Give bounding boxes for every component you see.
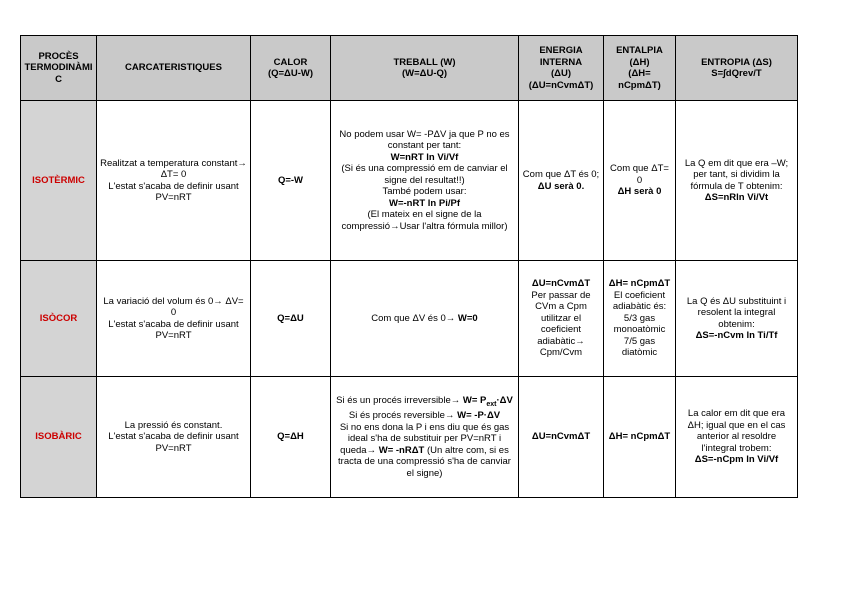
entropy-formula: ΔS=-nCpm ln Vi/Vf [694, 454, 779, 466]
work-formula: W= P [462, 394, 487, 406]
work-text: No podem usar W= -PΔV ja que P no es constant per tant: [339, 128, 510, 152]
header-enthalpy [604, 36, 676, 101]
work-text: També podem usar: [382, 186, 467, 198]
work-text: (Si és una compressió em de canviar el signe del resultat!!) [341, 163, 508, 186]
header-entropy-formula: S=∫dQrev/T [711, 68, 762, 79]
internal-energy-result: ΔU serà 0. [537, 180, 585, 192]
work-text: Si és un procés irreversible→ [336, 394, 461, 406]
enthalpy-cell [604, 101, 676, 261]
enthalpy-result: ΔH serà 0 [617, 186, 662, 198]
process-name: ISOTÈRMIC [21, 101, 97, 261]
characteristics-line: L'estat s'acaba de definir usant PV=nRT [108, 318, 239, 341]
enthalpy-cell: ΔH= nCpmΔT [604, 377, 676, 498]
process-name: ISÒCOR [21, 261, 97, 377]
entropy-text: La Q em dit que era –W; per tant, si dividim la fórmula de T obtenim: [684, 157, 789, 192]
internal-energy-formula: ΔU=nCvmΔT [531, 278, 591, 290]
header-internal-energy [519, 36, 604, 101]
enthalpy-text: Com que ΔT= 0 [610, 163, 669, 186]
internal-energy-cell [519, 101, 604, 261]
table-row-isochoric [21, 261, 798, 377]
work-text: Com que ΔV és 0→ [371, 312, 456, 324]
characteristics-line: La pressió és constant. [124, 419, 223, 431]
characteristics-line: Realitzat a temperatura constant→ ΔT= 0 [100, 157, 247, 180]
work-formula: W= -P·ΔV [457, 410, 501, 422]
enthalpy-text: El coeficient adiabàtic és: 5/3 gas monoatòmic 7/5 gas diatòmic [612, 289, 667, 359]
enthalpy-formula: ΔH= nCpmΔT [608, 278, 671, 290]
work-formula-subscript: ext [486, 400, 497, 408]
header-heat [251, 36, 331, 101]
work-text: (El mateix en el signe de la compressió→Usar l'altra fórmula millor) [341, 209, 508, 232]
internal-energy-text: Per passar de CVm a Cpm utilitzar el coeficient adiabàtic→ Cpm/Cvm [531, 289, 591, 359]
characteristics-cell [97, 101, 251, 261]
table-row-isothermal [21, 101, 798, 261]
heat-cell: Q=-W [251, 101, 331, 261]
internal-energy-text: Com que ΔT és 0; [522, 169, 600, 180]
work-formula: ·ΔV [496, 394, 513, 406]
work-formula: W=-nRT ln Pi/Pf [389, 197, 460, 209]
characteristics-cell [97, 377, 251, 498]
header-heat-formula: (Q=ΔU-W) [267, 68, 314, 79]
header-enthalpy-formula: (ΔH= nCpmΔT) [618, 68, 661, 91]
header-entropy [676, 36, 798, 101]
header-internal-energy-symbol: (ΔU) [550, 68, 572, 79]
characteristics-line: La variació del volum és 0→ ΔV= 0 [103, 295, 244, 318]
process-name: ISOBÀRIC [21, 377, 97, 498]
heat-cell: Q=ΔH [251, 377, 331, 498]
work-formula: W= -nRΔT [378, 444, 425, 456]
characteristics-cell [97, 261, 251, 377]
work-text: (Un altre com, si es tracta de una compressió s'ha de canviar el signe) [338, 444, 511, 479]
header-entropy-title: ENTROPIA (ΔS) [701, 56, 772, 68]
work-formula: W=nRT ln Vi/Vf [390, 151, 459, 163]
work-cell [331, 377, 519, 498]
header-row [21, 36, 798, 101]
entropy-formula: ΔS=-nCvm ln Ti/Tf [695, 330, 778, 341]
internal-energy-cell: ΔU=nCvmΔT [519, 377, 604, 498]
work-cell [331, 101, 519, 261]
work-formula: W=0 [457, 312, 478, 324]
entropy-cell [676, 377, 798, 498]
header-work-title: TREBALL (W) [393, 56, 456, 68]
entropy-text: La calor em dit que era ΔH; igual que en el cas anterior al resoldre l'integral trobem: [687, 408, 786, 454]
internal-energy-cell [519, 261, 604, 377]
header-heat-title: CALOR [273, 56, 308, 68]
characteristics-line: L'estat s'acaba de definir usant PV=nRT [108, 180, 239, 203]
entropy-formula: ΔS=nRln Vi/Vt [704, 192, 769, 203]
table-row-isobaric [21, 377, 798, 498]
header-internal-energy-title: ENERGIA INTERNA [539, 45, 583, 68]
thermodynamics-table [20, 35, 798, 498]
work-text: Si és procés reversible→ [348, 410, 455, 422]
enthalpy-cell [604, 261, 676, 377]
header-work-formula: (W=ΔU-Q) [401, 68, 448, 79]
header-internal-energy-formula: (ΔU=nCvmΔT) [528, 79, 594, 91]
entropy-cell [676, 101, 798, 261]
header-enthalpy-title: ENTALPIA (ΔH) [616, 45, 663, 68]
entropy-cell [676, 261, 798, 377]
work-cell [331, 261, 519, 377]
entropy-text: La Q és ΔU substituint i resolent la integral obtenim: [686, 295, 787, 330]
header-work [331, 36, 519, 101]
header-process: PROCÈS TERMODINÀMIC [21, 36, 97, 101]
heat-cell: Q=ΔU [251, 261, 331, 377]
header-characteristics: CARCATERISTIQUES [97, 36, 251, 101]
work-text: Si no ens dona la P i ens diu que és gas ideal s'ha de substituir per PV=nRT i queda→ [339, 421, 510, 456]
characteristics-line: L'estat s'acaba de definir usant PV=nRT [108, 431, 239, 454]
